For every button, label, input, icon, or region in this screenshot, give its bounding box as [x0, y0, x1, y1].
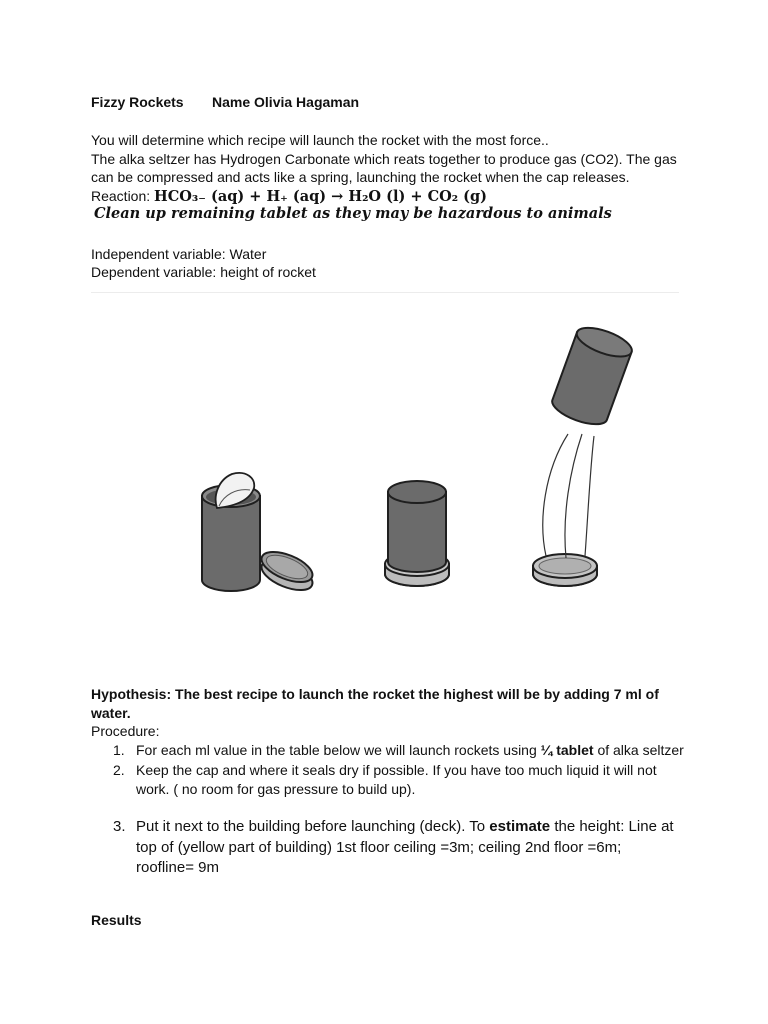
step-3-text-a: Put it next to the building before launching (deck). To	[136, 818, 490, 835]
step-1-bold: ¼ tablet	[540, 742, 594, 758]
step-3-line-2: top of (yellow part of building) 1st floor ceiling =3m; ceiling 2nd floor =6m;	[136, 839, 622, 856]
dependent-variable: Dependent variable: height of rocket	[91, 264, 316, 280]
step-1-text-b: of alka seltzer	[593, 742, 684, 758]
sealed-canister	[385, 481, 449, 586]
loose-lid	[257, 546, 316, 596]
step-3-number: 3.	[113, 818, 126, 835]
document-title: Fizzy Rockets	[91, 94, 184, 110]
reaction-label: Reaction:	[91, 188, 155, 204]
intro-line-1: You will determine which recipe will launch the rocket with the most force..	[91, 132, 549, 148]
hypothesis-line-2: water.	[91, 705, 131, 721]
step-2-number: 2.	[113, 762, 125, 778]
step-3-line-1	[136, 817, 674, 837]
step-1-number: 1.	[113, 742, 125, 758]
hypothesis-line-1: Hypothesis: The best recipe to launch the rocket the highest will be by adding 7 ml of	[91, 686, 659, 702]
step-2-line-1: Keep the cap and where it seals dry if possible. If you have too much liquid it will not	[136, 762, 657, 778]
results-heading: Results	[91, 912, 142, 928]
student-name: Name Olivia Hagaman	[212, 94, 360, 110]
step-2-line-2: work. ( no room for gas pressure to build up).	[136, 781, 416, 797]
launching-canister	[533, 322, 635, 586]
safety-warning: Clean up remaining tablet as they may be hazardous to animals	[94, 205, 612, 222]
step-3-text-b: the height: Line at	[550, 818, 674, 835]
open-canister-with-tablet	[202, 473, 260, 591]
reaction-equation: HCO₃₋ (aq) + H₊ (aq) → H₂O (l) + CO₂ (g)	[154, 188, 488, 205]
intro-line-3: can be compressed and acts like a spring, launching the rocket when the cap releases.	[91, 169, 630, 185]
step-3-bold: estimate	[489, 818, 551, 835]
independent-variable: Independent variable: Water	[91, 246, 267, 262]
intro-line-2: The alka seltzer has Hydrogen Carbonate which reats together to produce gas (CO2). The gas	[91, 151, 677, 167]
procedure-label: Procedure:	[91, 723, 160, 739]
step-1-text-a: For each ml value in the table below we will launch rockets using	[136, 742, 541, 758]
step-1-text	[136, 741, 684, 760]
step-3-line-3: roofline= 9m	[136, 859, 219, 876]
